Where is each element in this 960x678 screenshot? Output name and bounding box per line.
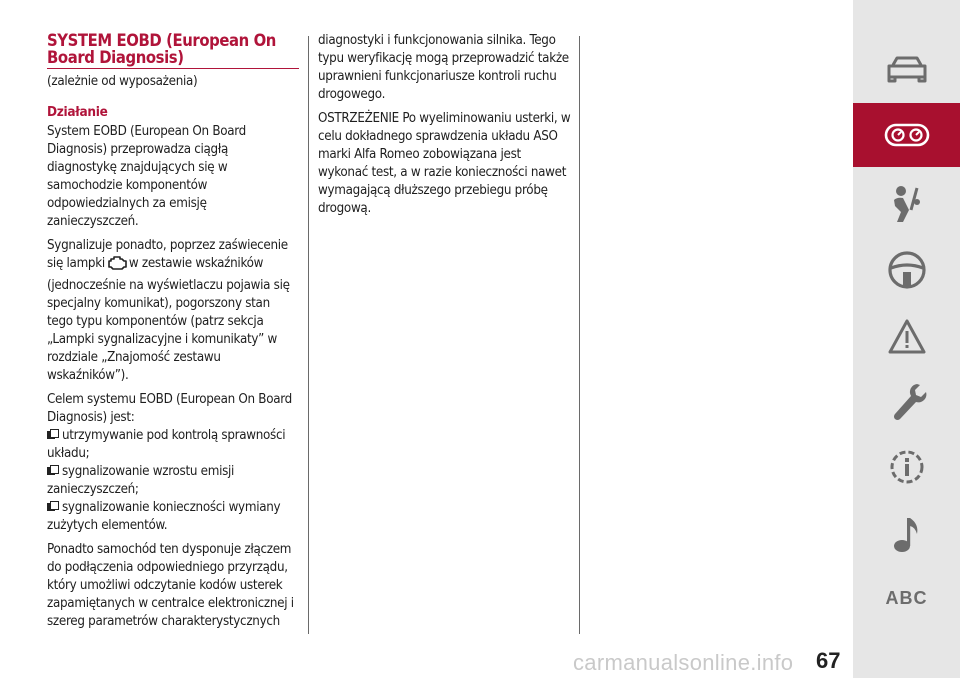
tab-technical-data[interactable] [853, 435, 960, 499]
section-title [47, 32, 299, 69]
subsection-heading: Działanie [47, 104, 108, 120]
tab-safety[interactable] [853, 172, 960, 236]
tab-dashboard[interactable] [853, 103, 960, 167]
seatbelt-icon [887, 184, 927, 224]
music-note-icon [891, 514, 923, 554]
tab-driving[interactable] [853, 238, 960, 302]
paragraph-2 [47, 237, 299, 385]
paragraph-2-end: w zestawie wskaźników (jednocześnie na wyświetlaczu pojawia się specjalny komunikat), pogorszony stan tego typu komponentów (patrz sekcja „Lampki sygnalizacyjne i komunikaty” w rozdziale „Znajomość zestawu wskaźników”). [47, 256, 290, 383]
list-item: sygnalizowanie konieczności wymiany zużytych elementów. [47, 500, 281, 533]
tab-maintenance[interactable] [853, 370, 960, 434]
chapter-sidebar [853, 0, 960, 678]
paragraph-1: System EOBD (European On Board Diagnosis) przeprowadza ciągłą diagnostykę znajdujących się w samochodzie komponentów odpowiedzialnych za emisję zanieczyszczeń. [47, 124, 246, 229]
dashboard-icon [884, 123, 930, 147]
left-column [47, 32, 299, 631]
paragraph-2-start: Sygnalizuje ponadto, poprzez zaświecenie się lampki [47, 238, 288, 271]
bullet-icon [47, 465, 58, 476]
tab-index[interactable] [853, 566, 960, 630]
column-divider [579, 36, 580, 634]
tab-multimedia[interactable] [853, 502, 960, 566]
section-subtitle: (zależnie od wyposażenia) [47, 74, 198, 89]
tab-car[interactable] [853, 37, 960, 101]
bullet-icon [47, 429, 58, 440]
paragraph-3: Celem systemu EOBD (European On Board Diagnosis) jest: [47, 392, 292, 425]
engine-check-lamp-icon [107, 256, 127, 277]
right-column [318, 32, 573, 218]
page-number: 67 [816, 648, 841, 673]
section-title-line2: Board Diagnosis) [47, 48, 184, 67]
warning-paragraph: OSTRZEŻENIE Po wyeliminowaniu usterki, w celu dokładnego sprawdzenia układu ASO marki Alfa Romeo zobowiązana jest wykonać test, a w razie konieczności nawet wymagającą dłuższego przebiegu próbę drogową. [318, 111, 571, 216]
abc-label: ABC [885, 587, 928, 608]
wrench-icon [887, 380, 927, 424]
list-item: utrzymywanie pod kontrolą sprawności układu; [47, 428, 286, 461]
bullet-icon [47, 501, 58, 512]
column-divider [308, 36, 309, 634]
watermark: carmanualsonline.info [573, 650, 794, 675]
car-icon [885, 53, 929, 85]
paragraph-4: Ponadto samochód ten dysponuje złączem do podłączenia odpowiedniego przyrządu, który umożliwi odczytanie kodów usterek zapamiętanych w centralce elektronicznej i szereg parametrów charakterystycznych [47, 542, 294, 629]
section-title-line1: SYSTEM EOBD (European On [47, 31, 276, 50]
tab-emergency[interactable] [853, 305, 960, 369]
warning-triangle-icon [887, 318, 927, 356]
list-item: sygnalizowanie wzrostu emisji zanieczyszczeń; [47, 464, 235, 497]
info-gear-icon [886, 446, 928, 488]
paragraph-5: diagnostyki i funkcjonowania silnika. Tego typu weryfikację mogą przeprowadzić także uprawnieni funkcjonariusze kontroli ruchu drogowego. [318, 33, 569, 102]
steering-wheel-icon [887, 250, 927, 290]
